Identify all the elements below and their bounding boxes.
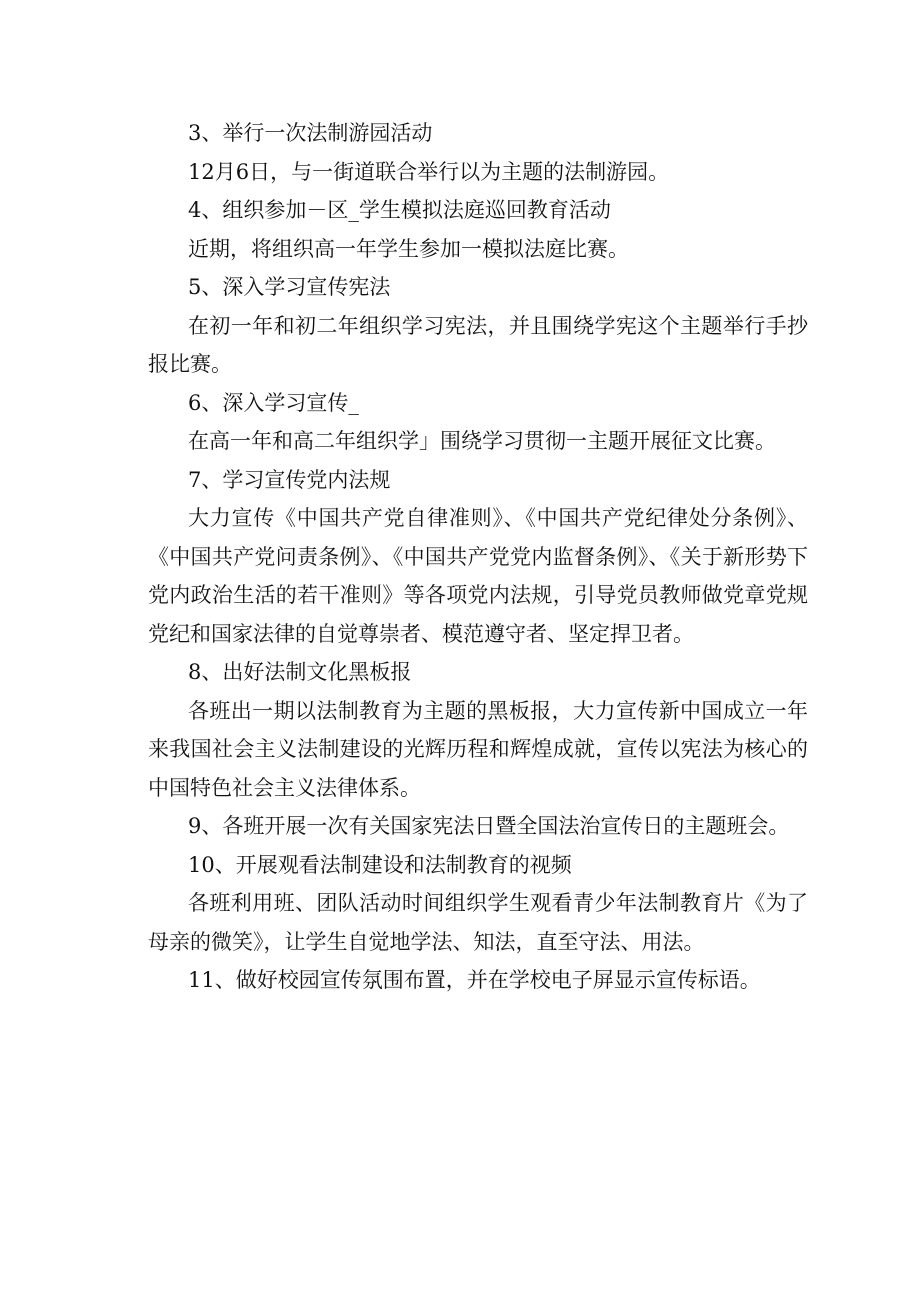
paragraph-4: 近期，将组织高一年学生参加一模拟法庭比赛。 [188, 236, 629, 261]
paragraph-5: 在初一年和初二年组织学习宪法，并且围绕学宪这个主题举行手抄报比赛。 [148, 313, 808, 376]
heading-5: 5、深入学习宣传宪法 [188, 275, 391, 299]
heading-4: 4、组织参加－区_学生模拟法庭巡回教育活动 [188, 198, 611, 222]
paragraph-8: 各班出一期以法制教育为主题的黑板报，大力宣传新中国成立一年来我国社会主义法制建设的光辉历程和辉煌成就，宣传以宪法为核心的中国特色社会主义法律体系。 [148, 698, 808, 800]
heading-10: 10、开展观看法制建设和法制教育的视频 [188, 852, 572, 877]
heading-7: 7、学习宣传党内法规 [188, 467, 391, 492]
heading-3: 3、举行一次法制游园活动 [188, 121, 433, 145]
heading-6: 6、深入学习宣传_ [188, 390, 359, 415]
paragraph-3: 12月6日，与一街道联合举行以为主题的法制游园。 [188, 159, 670, 184]
heading-8: 8、出好法制文化黑板报 [188, 660, 412, 684]
paragraph-6: 在高一年和高二年组织学」围绕学习贯彻一主题开展征文比赛。 [188, 429, 776, 453]
document-body [148, 114, 808, 1000]
paragraph-7: 大力宣传《中国共产党自律准则》、《中国共产党纪律处分条例》、《中国共产党问责条例》、《中国共产党党内监督条例》、《关于新形势下党内政治生活的若干准则》等各项党内法规，引导党员教师做党章党规党纪和国家法律的自觉尊崇者、模范遵守者、坚定捍卫者。 [148, 506, 808, 646]
paragraph-10: 各班利用班、团队活动时间组织学生观看青少年法制教育片《为了母亲的微笑》，让学生自觉地学法、知法，直至守法、用法。 [148, 891, 808, 954]
heading-9: 9、各班开展一次有关国家宪法日暨全国法治宣传日的主题班会。 [188, 814, 790, 838]
heading-11: 11、做好校园宣传氛围布置，并在学校电子屏显示宣传标语。 [188, 968, 761, 992]
